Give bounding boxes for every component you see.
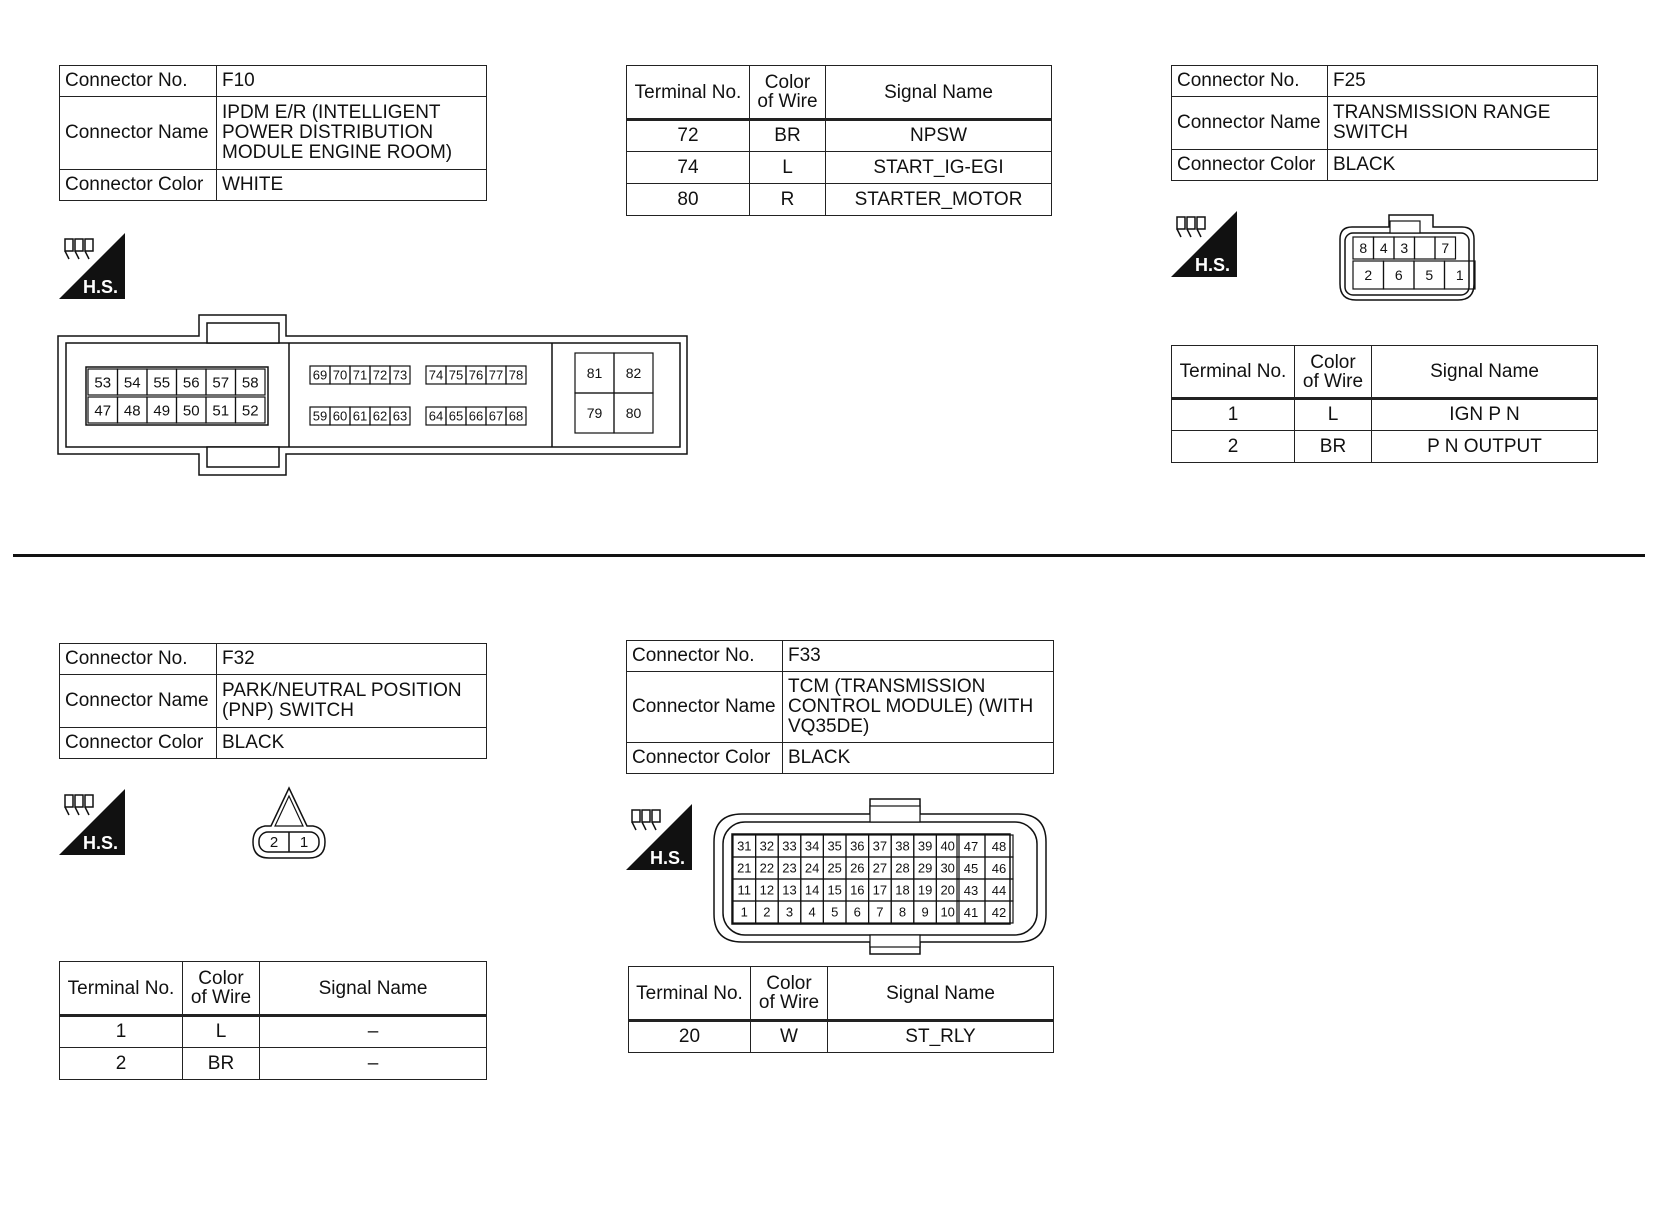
pin-label: 32 — [759, 838, 775, 854]
harness-side-icon — [626, 804, 692, 870]
info-label: Connector Name — [1172, 97, 1328, 150]
pin-label: 41 — [963, 905, 979, 920]
pin-label: 39 — [917, 838, 933, 854]
info-row — [60, 644, 487, 675]
signal-name-header: Signal Name — [828, 967, 1054, 1021]
pin-label: 51 — [212, 402, 230, 420]
pin-label: 47 — [963, 839, 979, 854]
f32-connector-face — [249, 786, 329, 862]
f10-connector-info — [59, 65, 487, 201]
pin-label: 47 — [94, 402, 112, 420]
pin-label: 63 — [392, 408, 408, 424]
terminal-no-header: Terminal No. — [1172, 346, 1295, 399]
pin-label: 6 — [853, 904, 861, 920]
wire-color-header: Color of Wire — [1295, 346, 1372, 399]
f10-connector-face — [57, 314, 689, 476]
terminal-row — [60, 1048, 487, 1080]
pin-label: 76 — [468, 367, 484, 383]
pin-label: 79 — [586, 405, 603, 422]
pin-label: 77 — [488, 367, 504, 383]
info-value: BLACK — [1328, 150, 1598, 181]
pin-label: 16 — [850, 882, 865, 898]
terminal-row — [60, 1016, 487, 1048]
terminal-header-row — [60, 962, 487, 1016]
info-label: Connector Color — [60, 728, 217, 759]
signal-name: STARTER_MOTOR — [826, 184, 1052, 216]
harness-side-icon — [1171, 211, 1237, 277]
info-row — [1172, 97, 1598, 150]
pin-label: 31 — [737, 838, 752, 854]
info-value: TRANSMISSION RANGE SWITCH — [1328, 97, 1598, 150]
info-row — [60, 675, 487, 728]
pin-label: 2 — [763, 904, 771, 920]
terminal-row — [629, 1021, 1054, 1053]
pin-label: 4 — [1379, 240, 1388, 257]
pin-label: 3 — [1400, 240, 1409, 257]
info-row — [60, 728, 487, 759]
pin-label: 28 — [895, 860, 910, 876]
pin-label: 17 — [872, 882, 888, 898]
pin-label: 36 — [850, 838, 865, 854]
f25-pin-group — [1353, 237, 1475, 289]
info-row — [627, 743, 1054, 774]
pin-label: 70 — [332, 367, 348, 383]
signal-name: START_IG-EGI — [826, 152, 1052, 184]
pin-label: 50 — [182, 402, 200, 420]
pin-label: 59 — [312, 408, 328, 424]
pin-label: 7 — [876, 904, 884, 920]
pin-label: 25 — [827, 860, 842, 876]
terminal-header-row — [629, 967, 1054, 1021]
pin-label: 30 — [940, 860, 955, 876]
wire-color: R — [750, 184, 826, 216]
terminal-row — [627, 184, 1052, 216]
terminal-no: 20 — [629, 1021, 751, 1053]
f25-connector-face — [1338, 214, 1476, 302]
pin-label: 46 — [991, 861, 1007, 876]
signal-name: ST_RLY — [828, 1021, 1054, 1053]
pin-label: 49 — [153, 402, 171, 420]
wire-color: BR — [1295, 431, 1372, 463]
info-row — [1172, 150, 1598, 181]
wire-color: L — [183, 1016, 260, 1048]
pin-label: 64 — [428, 408, 444, 424]
pin-label: 80 — [625, 405, 642, 422]
pin-label: 13 — [782, 882, 797, 898]
info-value: BLACK — [217, 728, 487, 759]
terminal-row — [1172, 399, 1598, 431]
pin-label: 55 — [153, 374, 171, 392]
pin-label: 26 — [850, 860, 865, 876]
pin-label: 62 — [372, 408, 388, 424]
info-label: Connector Color — [1172, 150, 1328, 181]
terminal-row — [1172, 431, 1598, 463]
info-label: Connector No. — [60, 66, 217, 97]
terminal-no-header: Terminal No. — [627, 66, 750, 120]
pin-label: 1 — [299, 834, 309, 851]
pin-label: 20 — [940, 882, 955, 898]
pin-label: 67 — [488, 408, 504, 424]
pin-label: 35 — [827, 838, 842, 854]
terminal-no: 1 — [1172, 399, 1295, 431]
info-label: Connector No. — [627, 641, 783, 672]
pin-label: 37 — [872, 838, 888, 854]
pin-cell — [1415, 237, 1436, 259]
info-row — [1172, 66, 1598, 97]
pin-label: 27 — [872, 860, 888, 876]
info-row — [60, 66, 487, 97]
terminal-no: 74 — [627, 152, 750, 184]
pin-label: 42 — [991, 905, 1007, 920]
f33-connector-face — [710, 798, 1050, 956]
terminal-no: 80 — [627, 184, 750, 216]
pin-label: 21 — [737, 860, 752, 876]
signal-name: NPSW — [826, 120, 1052, 152]
terminal-no: 72 — [627, 120, 750, 152]
terminal-no-header: Terminal No. — [60, 962, 183, 1016]
pin-label: 72 — [372, 367, 388, 383]
wire-color-header: Color of Wire — [751, 967, 828, 1021]
pin-label: 23 — [782, 860, 797, 876]
pin-label: 5 — [831, 904, 839, 920]
pin-label: 73 — [392, 367, 408, 383]
pin-label: 2 — [1364, 267, 1373, 284]
pin-label: 53 — [94, 374, 112, 392]
pin-label: 52 — [241, 402, 259, 420]
pin-label: 9 — [921, 904, 929, 920]
pin-label: 3 — [785, 904, 794, 920]
signal-name: – — [260, 1016, 487, 1048]
pin-label: 58 — [241, 374, 259, 392]
wire-color: BR — [750, 120, 826, 152]
pin-label: 44 — [991, 883, 1007, 898]
pin-label: 1 — [1455, 267, 1464, 284]
pin-label: 4 — [808, 904, 816, 920]
info-value: PARK/NEUTRAL POSITION (PNP) SWITCH — [217, 675, 487, 728]
pin-label: 65 — [448, 408, 464, 424]
info-value: F25 — [1328, 66, 1598, 97]
f25-connector-info — [1171, 65, 1598, 181]
f10-terminal-table — [626, 65, 1052, 216]
wire-color-header: Color of Wire — [750, 66, 826, 120]
f25-terminal-table — [1171, 345, 1598, 463]
info-value: TCM (TRANSMISSION CONTROL MODULE) (WITH VQ35DE) — [783, 672, 1054, 743]
info-value: F10 — [217, 66, 487, 97]
wire-color-header: Color of Wire — [183, 962, 260, 1016]
info-value: F33 — [783, 641, 1054, 672]
info-label: Connector Color — [60, 170, 217, 201]
hs-label: H.S. — [650, 848, 686, 868]
pin-label: 1 — [740, 904, 748, 920]
pin-label: 8 — [1359, 240, 1368, 257]
hs-label: H.S. — [83, 833, 119, 853]
pin-label: 33 — [782, 838, 797, 854]
pin-label: 60 — [332, 408, 348, 424]
pin-label: 45 — [963, 861, 979, 876]
terminal-header-row — [1172, 346, 1598, 399]
pin-label: 12 — [759, 882, 775, 898]
signal-name-header: Signal Name — [826, 66, 1052, 120]
pin-label: 48 — [123, 402, 141, 420]
wire-color: BR — [183, 1048, 260, 1080]
pin-label: 78 — [508, 367, 524, 383]
info-row — [60, 170, 487, 201]
signal-name-header: Signal Name — [1372, 346, 1598, 399]
info-row — [627, 672, 1054, 743]
pin-label: 7 — [1441, 240, 1450, 257]
pin-label: 19 — [917, 882, 933, 898]
f33-pin-group — [732, 834, 1013, 924]
pin-label: 75 — [448, 367, 464, 383]
pin-label: 69 — [312, 367, 328, 383]
info-label: Connector Name — [627, 672, 783, 743]
pin-label: 10 — [940, 904, 955, 920]
pin-label: 18 — [895, 882, 910, 898]
terminal-no: 2 — [1172, 431, 1295, 463]
pin-label: 56 — [182, 374, 200, 392]
terminal-header-row — [627, 66, 1052, 120]
f33-terminal-table — [628, 966, 1054, 1053]
info-row — [60, 97, 487, 170]
signal-name: – — [260, 1048, 487, 1080]
hs-label: H.S. — [83, 277, 119, 297]
f32-terminal-table — [59, 961, 487, 1080]
hs-label: H.S. — [1195, 255, 1231, 275]
info-label: Connector Name — [60, 675, 217, 728]
info-value: F32 — [217, 644, 487, 675]
terminal-no: 2 — [60, 1048, 183, 1080]
pin-label: 74 — [428, 367, 444, 383]
pin-label: 2 — [269, 834, 279, 851]
pin-label: 22 — [759, 860, 775, 876]
wire-color: L — [1295, 399, 1372, 431]
pin-label: 6 — [1394, 267, 1403, 284]
terminal-no-header: Terminal No. — [629, 967, 751, 1021]
signal-name-header: Signal Name — [260, 962, 487, 1016]
pin-label: 29 — [917, 860, 933, 876]
info-label: Connector Name — [60, 97, 217, 170]
pin-label: 61 — [352, 408, 368, 424]
pin-label: 54 — [123, 374, 141, 392]
terminal-row — [627, 152, 1052, 184]
info-value: WHITE — [217, 170, 487, 201]
signal-name: P N OUTPUT — [1372, 431, 1598, 463]
terminal-no: 1 — [60, 1016, 183, 1048]
info-row — [627, 641, 1054, 672]
pin-label: 68 — [508, 408, 524, 424]
signal-name: IGN P N — [1372, 399, 1598, 431]
pin-label: 8 — [898, 904, 907, 920]
info-label: Connector Color — [627, 743, 783, 774]
pin-label: 81 — [586, 365, 603, 382]
info-value: IPDM E/R (INTELLIGENT POWER DISTRIBUTION MODULE ENGINE ROOM) — [217, 97, 487, 170]
wire-color: W — [751, 1021, 828, 1053]
info-value: BLACK — [783, 743, 1054, 774]
pin-label: 82 — [625, 365, 642, 382]
harness-side-icon — [59, 789, 125, 855]
f10-pin-group — [86, 353, 653, 433]
info-label: Connector No. — [60, 644, 217, 675]
f32-connector-info — [59, 643, 487, 759]
pin-label: 5 — [1425, 267, 1434, 284]
pin-label: 48 — [991, 839, 1007, 854]
pin-label: 14 — [804, 882, 820, 898]
pin-label: 11 — [737, 882, 752, 898]
section-divider — [13, 554, 1645, 557]
pin-label: 15 — [827, 882, 842, 898]
pin-label: 43 — [963, 883, 979, 898]
pin-label: 66 — [468, 408, 484, 424]
pin-label: 24 — [804, 860, 820, 876]
pin-label: 71 — [352, 367, 368, 383]
pin-label: 40 — [940, 838, 955, 854]
pin-label: 57 — [212, 374, 230, 392]
f33-connector-info — [626, 640, 1054, 774]
pin-label: 34 — [804, 838, 820, 854]
harness-side-icon — [59, 233, 125, 299]
info-label: Connector No. — [1172, 66, 1328, 97]
wire-color: L — [750, 152, 826, 184]
terminal-row — [627, 120, 1052, 152]
pin-label: 38 — [895, 838, 910, 854]
